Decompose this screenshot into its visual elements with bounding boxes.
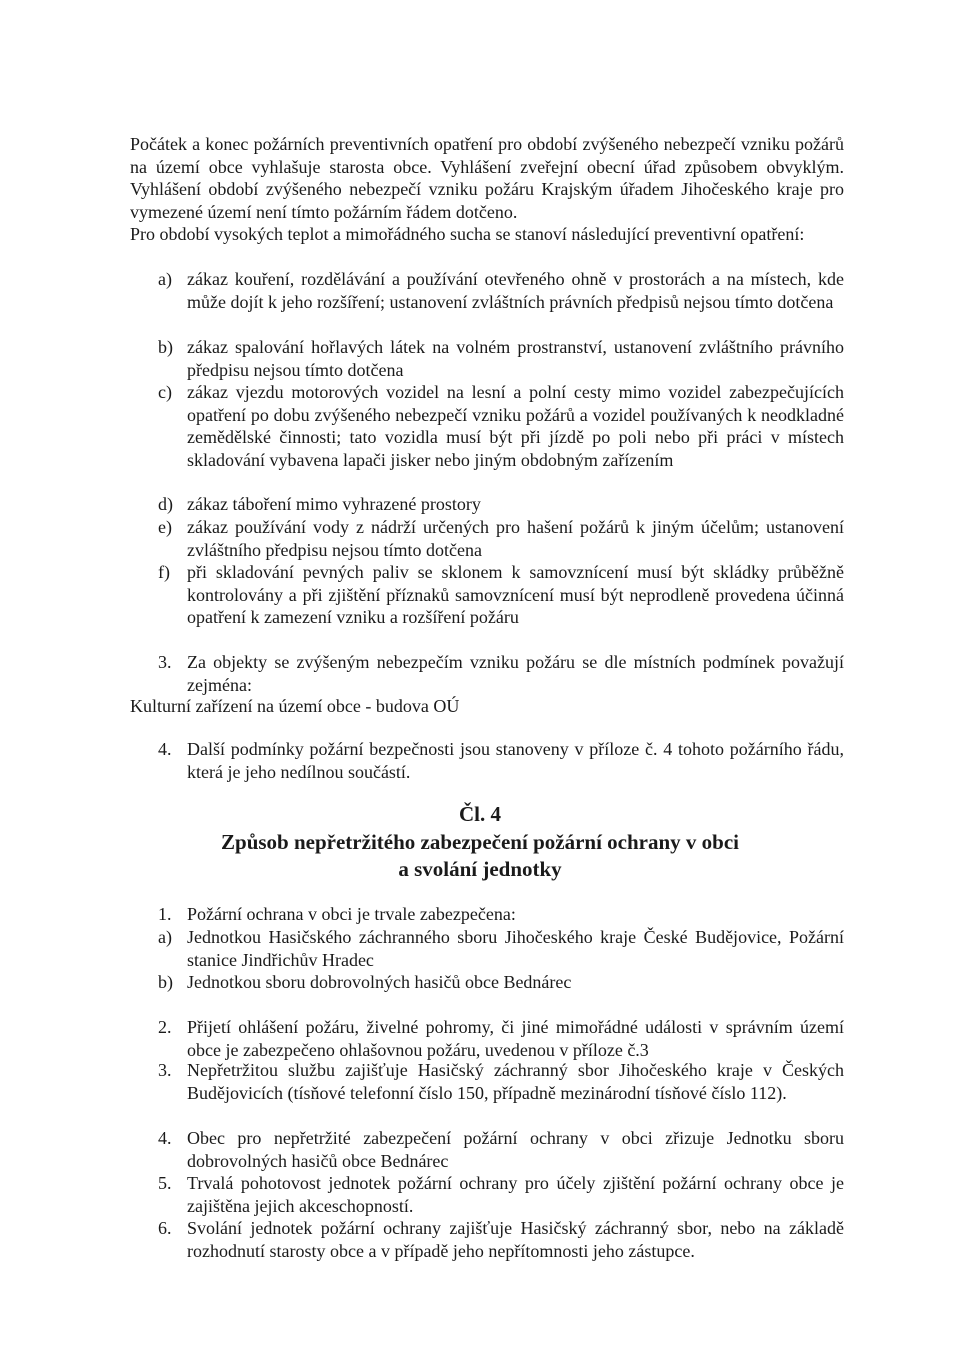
- list-item-label: e): [158, 517, 172, 537]
- list-item-text: zákaz používání vody z nádrží určených pro hašení požárů k jiným účelům; ustanovení zvláštního předpisu nejsou tímto dotčena: [187, 517, 844, 560]
- list-item-label: b): [158, 337, 173, 357]
- numbered-item-label: 3.: [158, 652, 172, 672]
- numbered-item-text: Požární ochrana v obci je trvale zabezpečena:: [187, 904, 516, 924]
- numbered-item-text: Další podmínky požární bezpečnosti jsou stanoveny v příloze č. 4 tohoto požárního řádu, která je jeho nedílnou součástí.: [187, 739, 844, 782]
- article-title-line-2: a svolání jednotky: [398, 857, 562, 881]
- numbered-item-text: Přijetí ohlášení požáru, živelné pohromy, či jiné mimořádné události v správním území obce je zabezpečeno ohlašovnou požáru, uvedenou v příloze č.3: [187, 1017, 844, 1060]
- numbered-item-label: 5.: [158, 1173, 172, 1193]
- numbered-item-text: Svolání jednotek požární ochrany zajišťuje Hasičský záchranný sbor, nebo na základě rozhodnutí starosty obce a v případě jeho nepřítomnosti jeho zástupce.: [187, 1218, 844, 1261]
- list-item-text: zákaz vjezdu motorových vozidel na lesní a polní cesty mimo vozidel zabezpečujících opatření po dobu zvýšeného nebezpečí vzniku požárů a vozidel používaných k neodkladné zemědělské činnosti; tato vozidla musí být při jízdě po poli nebo při práci v místech skladování vybavena lapači jisker nebo jiným obdobným zařízením: [187, 382, 844, 470]
- list-item-label: f): [158, 562, 170, 582]
- numbered-item-text: Nepřetržitou službu zajišťuje Hasičský záchranný sbor Jihočeského kraje v Českých Budějovicích (tísňové telefonní číslo 150, případně mezinárodní tísňové číslo 112).: [187, 1060, 844, 1103]
- list-item-text: zákaz táboření mimo vyhrazené prostory: [187, 494, 481, 514]
- numbered-item-label: 4.: [158, 1128, 172, 1148]
- hazard-object: Kulturní zařízení na území obce - budova OÚ: [130, 696, 460, 716]
- list-item-text: při skladování pevných paliv se sklonem k samovznícení musí být skládky průběžně kontrolovány a při zjištění příznaků samovznícení musí být neprodleně provedena účinná opatření k zamezení vzniku a rozšíření požáru: [187, 562, 844, 627]
- list-item-label: a): [158, 927, 172, 947]
- numbered-item-text: Obec pro nepřetržité zabezpečení požární ochrany v obci zřizuje Jednotku sboru dobrovolných hasičů obce Bednárec: [187, 1128, 844, 1171]
- list-item-label: a): [158, 269, 172, 289]
- list-item-text: zákaz kouření, rozdělávání a používání otevřeného ohně v prostorách a na místech, kde může dojít k jeho rozšíření; ustanovení zvláštních právních předpisů nejsou tímto dotčena: [187, 269, 844, 312]
- numbered-item-text: Za objekty se zvýšeným nebezpečím vzniku požáru se dle místních podmínek považují zejména:: [187, 652, 844, 695]
- list-item-text: Jednotkou Hasičského záchranného sboru Jihočeského kraje České Budějovice, Požární stanice Jindřichův Hradec: [187, 927, 844, 970]
- article-title-line-1: Způsob nepřetržitého zabezpečení požární ochrany v obci: [221, 830, 739, 854]
- numbered-item-label: 2.: [158, 1017, 172, 1037]
- list-item-label: c): [158, 382, 172, 402]
- intro-paragraph-2: Pro období vysokých teplot a mimořádného sucha se stanoví následující preventivní opatření:: [130, 224, 805, 244]
- numbered-item-label: 4.: [158, 739, 172, 759]
- numbered-item-label: 1.: [158, 904, 172, 924]
- numbered-item-text: Trvalá pohotovost jednotek požární ochrany pro účely zjištění požární ochrany obce je zajištěna jejich akceschopností.: [187, 1173, 844, 1216]
- article-number: Čl. 4: [459, 802, 501, 826]
- numbered-item-label: 3.: [158, 1060, 172, 1080]
- list-item-label: b): [158, 972, 173, 992]
- list-item-text: Jednotkou sboru dobrovolných hasičů obce Bednárec: [187, 972, 572, 992]
- intro-paragraph: Počátek a konec požárních preventivních opatření pro období zvýšeného nebezpečí vzniku požárů na území obce vyhlašuje starosta obce. Vyhlášení zveřejní obecní úřad způsobem obvyklým. Vyhlášení období zvýšeného nebezpečí vzniku požáru Krajským úřadem Jihočeského kraje pro vymezené území není tímto požárním řádem dotčeno.: [130, 134, 844, 222]
- numbered-item-label: 6.: [158, 1218, 172, 1238]
- list-item-text: zákaz spalování hořlavých látek na volném prostranství, ustanovení zvláštního právního předpisu nejsou tímto dotčena: [187, 337, 844, 380]
- list-item-label: d): [158, 494, 173, 514]
